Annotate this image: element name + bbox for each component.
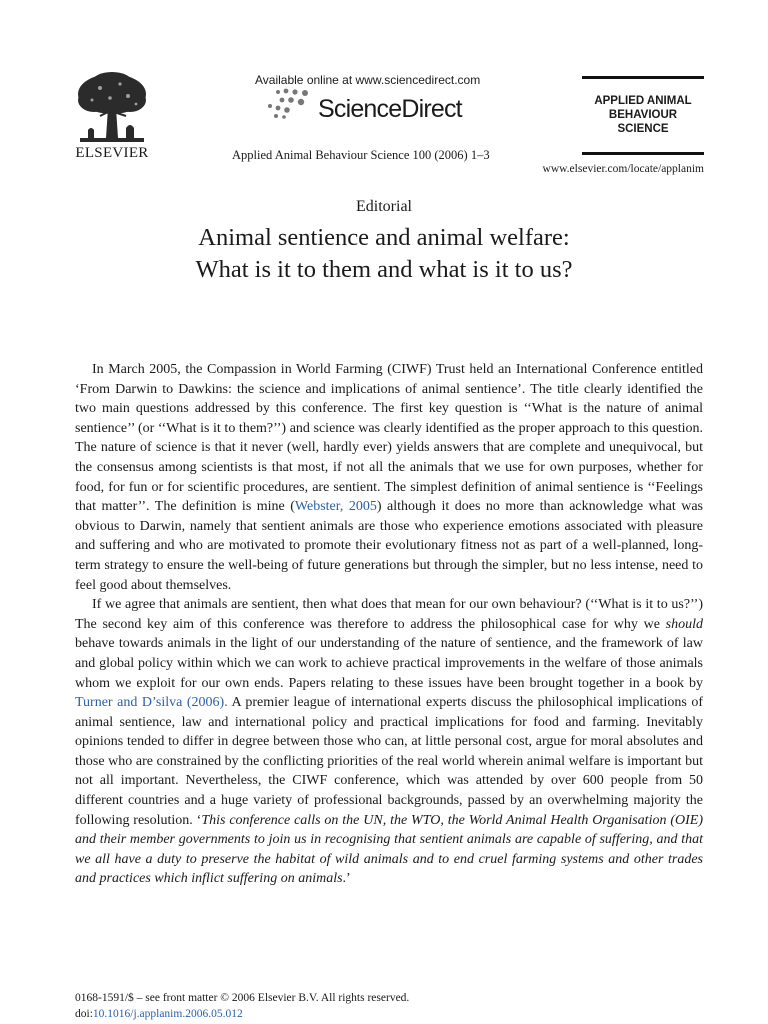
elsevier-tree-logo [72,70,152,148]
available-online-text: Available online at www.sciencedirect.com [255,73,481,87]
paragraph-text: behave towards animals in the light of our understanding of the nature of sentience, and the framework of law and global policy within which we can work to achieve practical improvements in the welfare of those animals whom we exploit for our own ends. Papers relating to these issues have been brought together in a book by [75,636,703,691]
body-paragraph [75,360,703,595]
journal-title-line: APPLIED ANIMAL [594,95,692,107]
paragraph-text: ) although it does no more than acknowledge what was obvious to Darwin, namely that sentient animals are those who experience emotions associated with pleasure and suffering and who are motivated to promote their evolutionary fitness not as part of a well-planned, long-term strategy to ensure the well-being of future generations but through the simpler, but no less intense, need to feel good about themselves. [75,499,704,593]
paragraph-text: If we agree that animals are sentient, then what does that mean for our own behaviour? (‘‘What is it to us?’’) The second key aim of this conference was therefore to address the philosophical case for why we [75,597,703,632]
body-paragraph [75,595,703,889]
sciencedirect-wordmark: ScienceDirect [318,95,462,123]
article-title-line: Animal sentience and animal welfare: [198,224,570,251]
page-footer [75,990,409,1022]
journal-title-line: SCIENCE [617,123,669,135]
journal-url-link[interactable]: www.elsevier.com/locate/applanim [542,163,704,175]
journal-title-line: BEHAVIOUR [608,109,678,121]
journal-box-bottom-rule [582,152,704,155]
publisher-name: ELSEVIER [75,145,149,161]
paragraph-text: In March 2005, the Compassion in World Farming (CIWF) Trust held an International Conference entitled ‘From Darwin to Dawkins: the science and implications of animal sentience’. The title clearly identified the two main questions addressed by this conference. The first key question is ‘‘What is the nature of animal sentience’’ (or ‘‘What is it to them?’’) and science was clearly identified as the proper approach to this question. The nature of science is that it never (well, hardly ever) yields answers that are complete and unequivocal, but the consensus among scientists is that most, if not all the animals that we use for own purposes, whether for food, for fun or for scientific procedures, are sentient. The simplest definition of animal sentience is ‘‘Feelings that matter’’. The definition is mine ( [75,362,703,515]
paragraph-text: A premier league of international experts discuss the philosophical implications of animal sentience, law and international policy and practical implications for food and farming. Inevitably opinions tended to differ in degree between those who can, at little personal cost, argue for moral absolutes and those who are constrained by the conflicting priorities of the real world wherein animal welfare is important but not all important. Nevertheless, the CIWF conference, which was attended by over 600 people from 50 different countries and a huge variety of professional backgrounds, passed by an overwhelming majority the following resolution. ‘ [75,695,703,828]
sciencedirect-dots-icon [262,86,318,120]
resolution-quote: This conference calls on the UN, the WTO, the World Animal Health Organisation (OIE) and their member governments to join us in recognising that sentient animals are capable of suffering, and that we all have a duty to preserve the habitat of wild animals and to end cruel farming systems and other trades and practices which inflict suffering on animals [75,812,703,887]
article-title [60,222,708,286]
reference-link-turner-dsilva[interactable]: Turner and D’silva (2006). [75,695,228,711]
emphasis-text: should [665,616,703,632]
section-label: Editorial [356,198,412,215]
issn-copyright-line: 0168-1591/$ – see front matter © 2006 Elsevier B.V. All rights reserved. [75,992,410,1004]
article-body [75,360,703,889]
doi-line [75,1006,409,1022]
doi-label: doi: [75,1008,93,1020]
reference-link-webster[interactable]: Webster, 2005 [294,499,377,515]
article-title-line: What is it to them and what is it to us? [195,256,573,283]
doi-link[interactable]: 10.1016/j.applanim.2006.05.012 [92,1008,243,1020]
paragraph-text: .’ [342,871,351,887]
journal-citation: Applied Animal Behaviour Science 100 (2006) 1–3 [232,148,490,162]
journal-box-top-rule [582,76,704,79]
journal-title-box [582,94,704,136]
